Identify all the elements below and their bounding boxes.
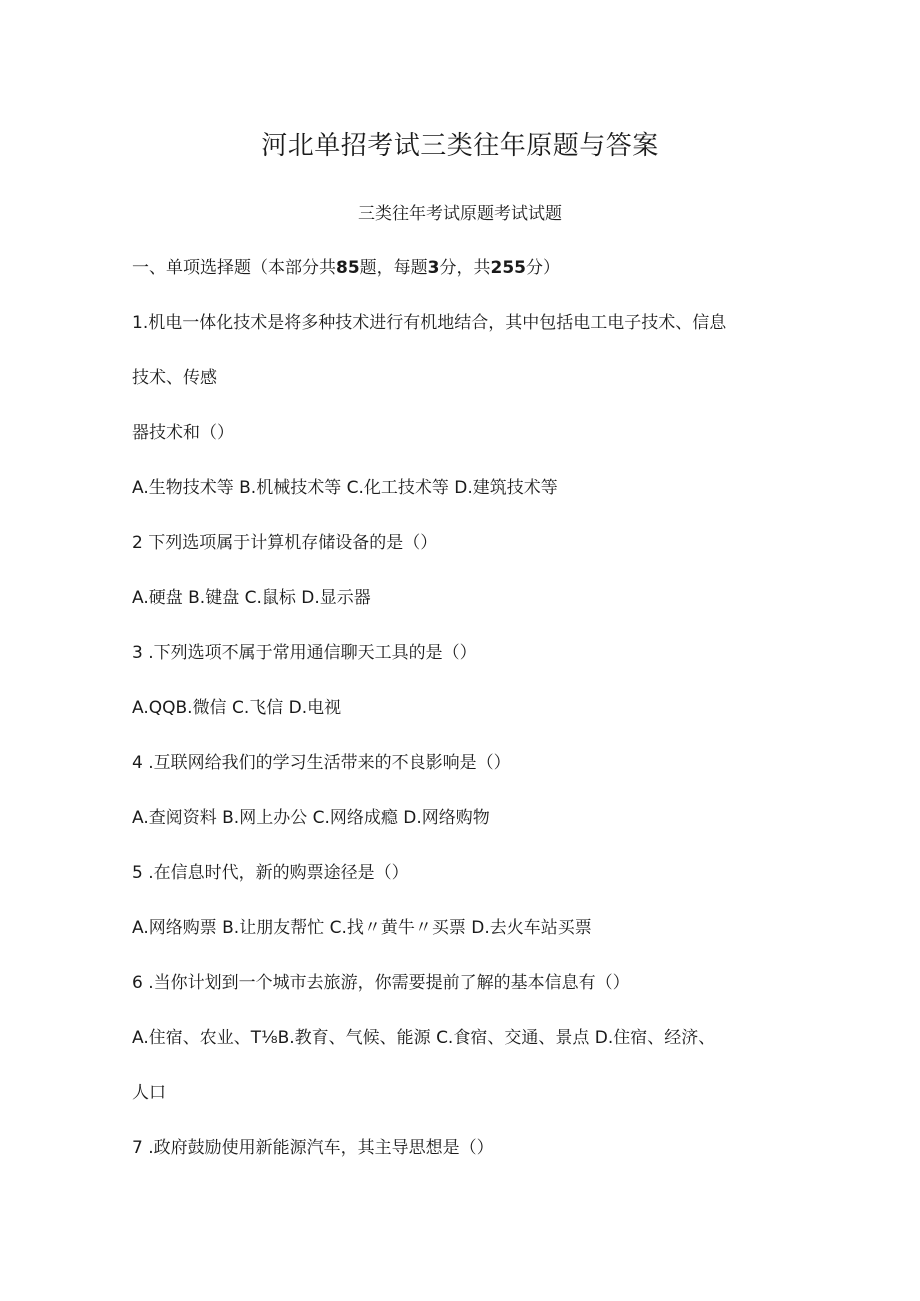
question-text: 技术、传感 <box>132 368 217 388</box>
question-count: 85 <box>336 258 360 278</box>
answer-options: A.住宿、农业、T⅛B.教育、气候、能源 C.食宿、交通、景点 D.住宿、经济、 <box>132 1028 716 1048</box>
section-text: 分，共 <box>439 258 491 278</box>
question-text: 4 .互联网给我们的学习生活带来的不良影响是（） <box>132 753 511 773</box>
answer-options: A.网络购票 B.让朋友帮忙 C.找〃黄牛〃买票 D.去火车站买票 <box>132 918 592 938</box>
section-text: 一、单项选择题（本部分共 <box>132 258 336 278</box>
points-per-question: 3 <box>427 258 440 278</box>
answer-options: A.QQB.微信 C.飞信 D.电视 <box>132 698 342 718</box>
answer-options: A.查阅资料 B.网上办公 C.网络成瘾 D.网络购物 <box>132 808 490 828</box>
answer-options: A.硬盘 B.键盘 C.鼠标 D.显示器 <box>132 588 371 608</box>
total-points: 255 <box>490 258 527 278</box>
question-text: 1.机电一体化技术是将多种技术进行有机地结合，其中包括电工电子技术、信息 <box>132 313 727 333</box>
answer-options: A.生物技术等 B.机械技术等 C.化工技术等 D.建筑技术等 <box>132 478 558 498</box>
section-heading <box>132 254 560 282</box>
section-text: 分） <box>526 258 561 278</box>
question-text: 5 .在信息时代，新的购票途径是（） <box>132 863 409 883</box>
question-text: 6 .当你计划到一个城市去旅游，你需要提前了解的基本信息有（） <box>132 973 630 993</box>
section-text: 题，每题 <box>359 258 428 278</box>
question-text: 器技术和（） <box>132 423 234 443</box>
question-text: 7 .政府鼓励使用新能源汽车，其主导思想是（） <box>132 1138 494 1158</box>
question-text: 2 下列选项属于计算机存储设备的是（） <box>132 533 438 553</box>
document-subtitle: 三类往年考试原题考试试题 <box>358 204 562 224</box>
question-text: 3 .下列选项不属于常用通信聊天工具的是（） <box>132 643 477 663</box>
document-title: 河北单招考试三类往年原题与答案 <box>261 131 659 161</box>
answer-options: 人口 <box>132 1083 166 1103</box>
